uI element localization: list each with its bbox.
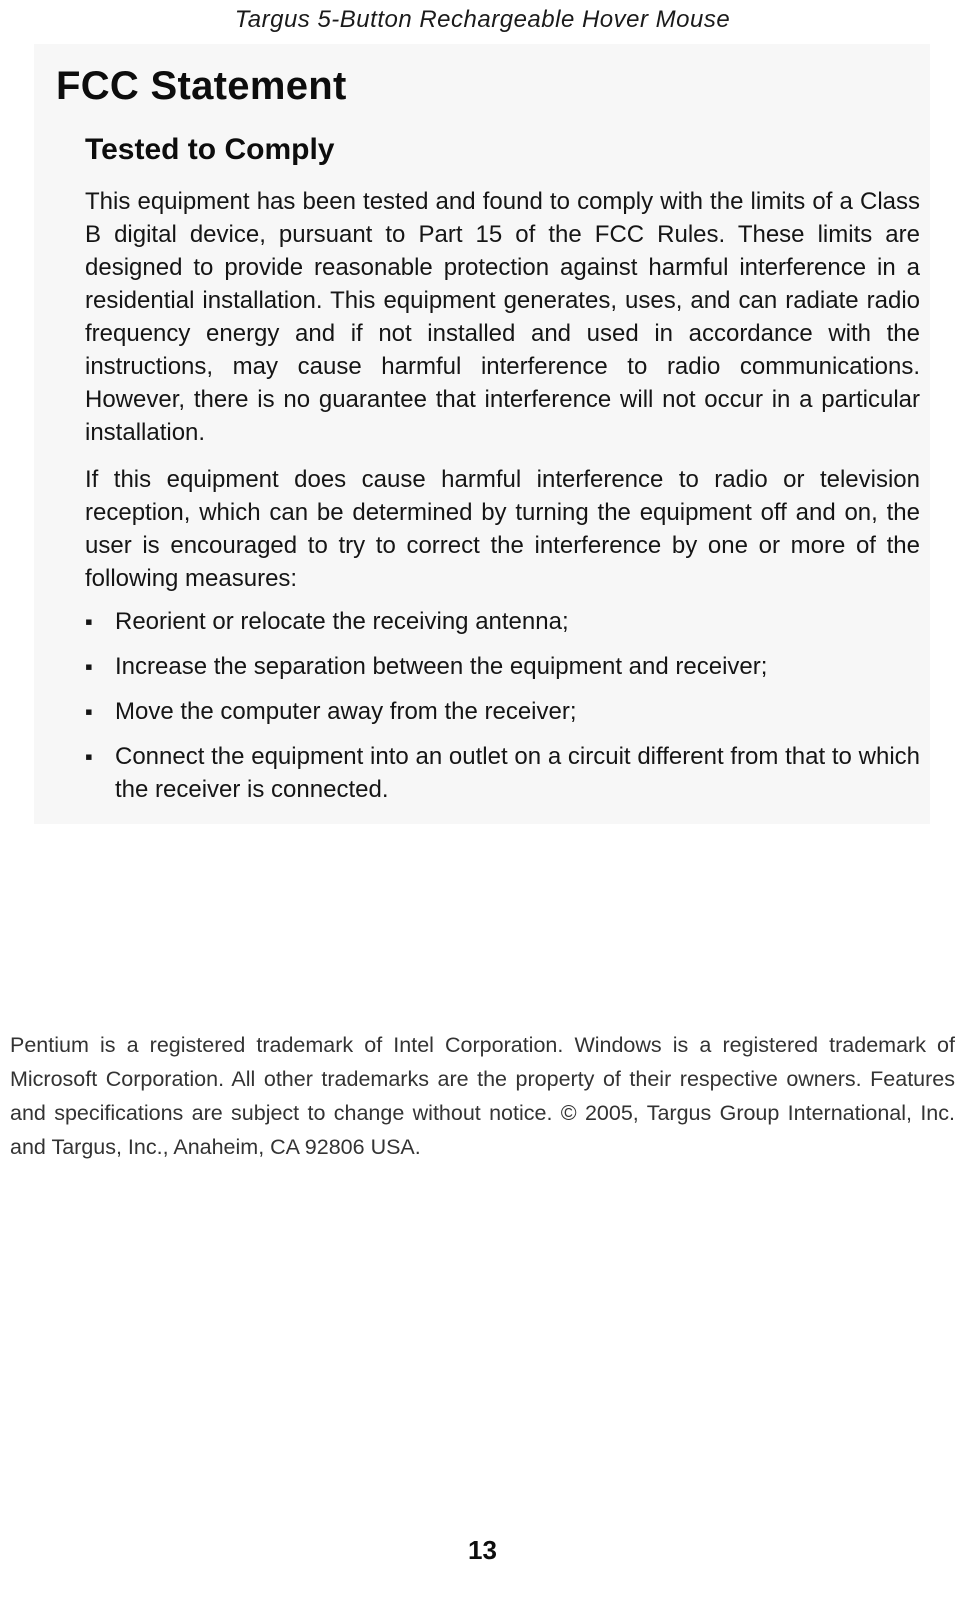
bullet-icon: ▪ [85, 744, 93, 769]
bullet-icon: ▪ [85, 654, 93, 679]
measure-item [85, 650, 920, 683]
measure-text: Increase the separation between the equipment and receiver; [115, 653, 768, 680]
subsection-title: Tested to Comply [85, 133, 335, 166]
trademark-notice: Pentium is a registered trademark of Intel Corporation. Windows is a registered trademark of Microsoft Corporation. All other trademarks are the property of their respective owners. Features and specifications are subject to change without notice. © 2005, Targus Group International, Inc. and Targus, Inc., Anaheim, CA 92806 USA. [10, 1033, 955, 1159]
measure-item [85, 605, 920, 638]
bullet-icon: ▪ [85, 609, 93, 634]
measure-item [85, 740, 920, 806]
measure-text: Connect the equipment into an outlet on a circuit different from that to which the receiver is connected. [115, 743, 920, 803]
measure-text: Reorient or relocate the receiving antenna; [115, 608, 569, 635]
compliance-paragraph: This equipment has been tested and found to comply with the limits of a Class B digital device, pursuant to Part 15 of the FCC Rules. These limits are designed to provide reasonable protection against harmful interference in a residential installation. This equipment generates, uses, and can radiate radio frequency energy and if not installed and used in accordance with the instructions, may cause harmful interference to radio communications. However, there is no guarantee that interference will not occur in a particular installation. [85, 188, 920, 446]
interference-paragraph: If this equipment does cause harmful interference to radio or television reception, which can be determined by turning the equipment off and on, the user is encouraged to try to correct the interference by one or more of the following measures: [85, 466, 920, 592]
page-number: 13 [468, 1535, 497, 1565]
measures-list [85, 605, 920, 818]
measure-text: Move the computer away from the receiver; [115, 698, 577, 725]
running-header: Targus 5-Button Rechargeable Hover Mouse [234, 6, 731, 33]
section-title: FCC Statement [56, 64, 347, 108]
measure-item [85, 695, 920, 728]
bullet-icon: ▪ [85, 699, 93, 724]
